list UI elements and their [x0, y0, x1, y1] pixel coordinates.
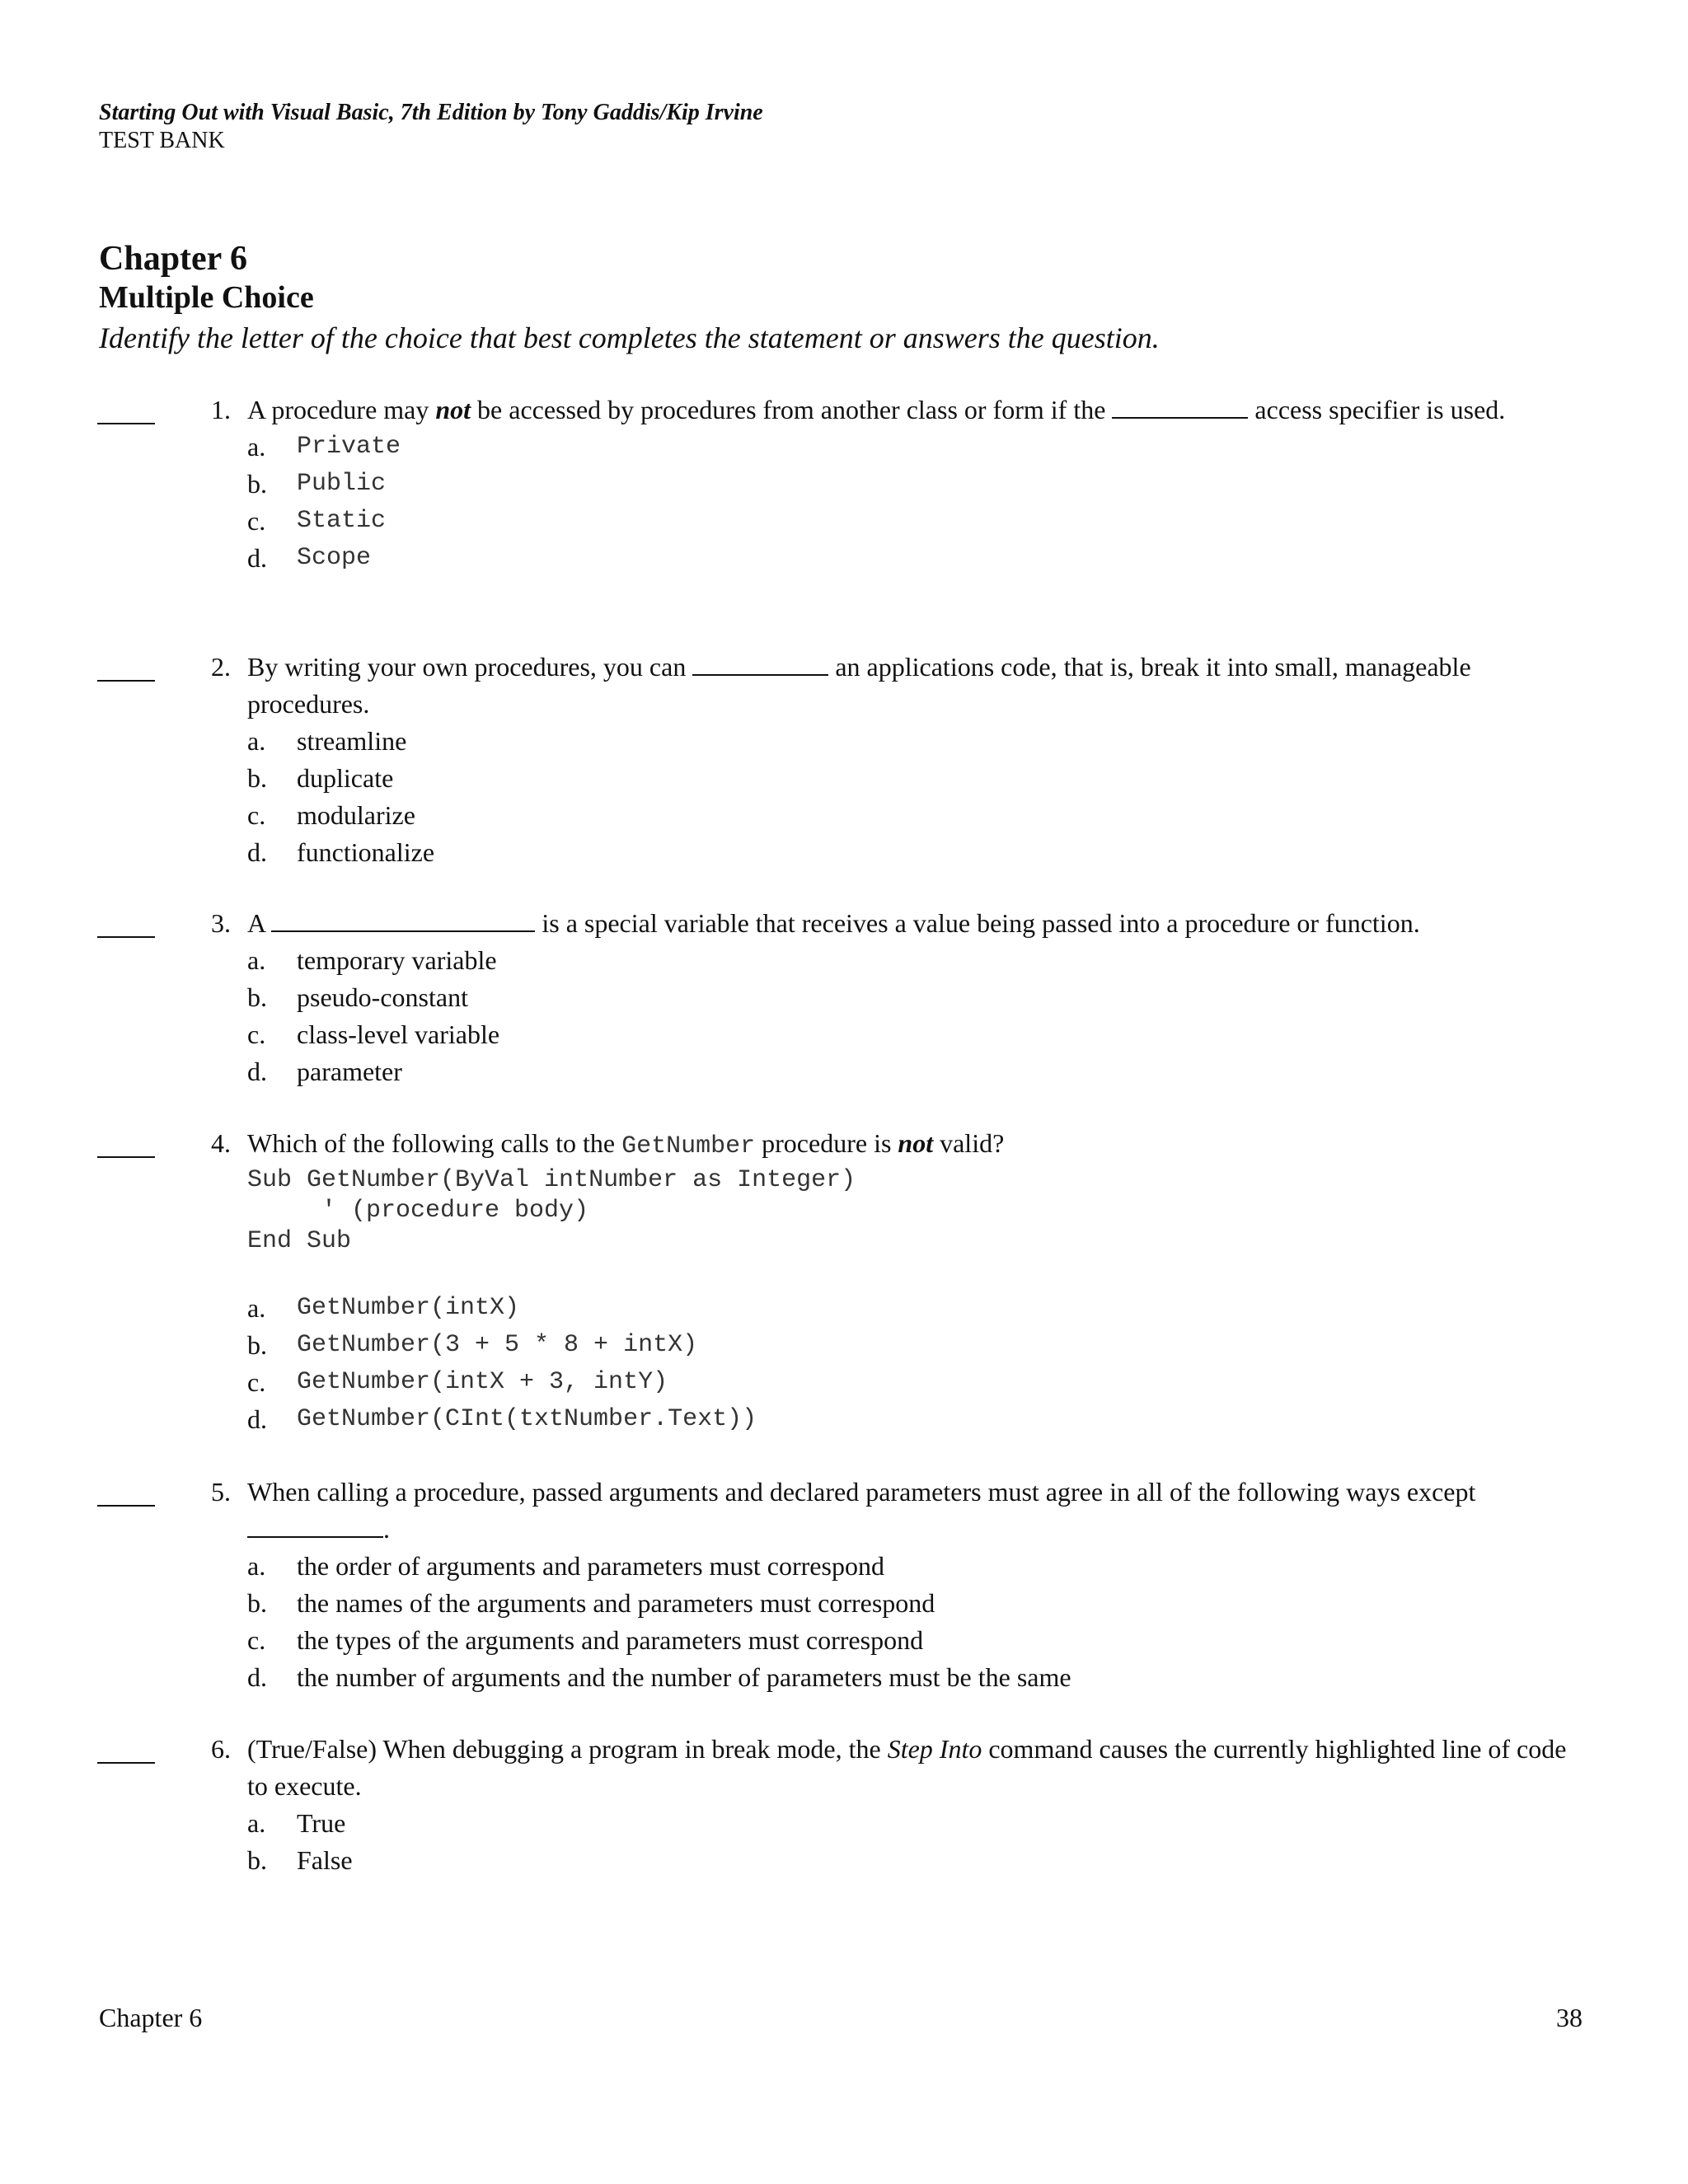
choice-letter: c. [247, 800, 266, 830]
choice-letter: b. [247, 1845, 267, 1875]
choice-text: the number of arguments and the number of parameters must be the same [297, 1662, 1071, 1692]
question-body [247, 1474, 1582, 1696]
choice-d[interactable] [247, 1053, 1582, 1090]
code-line: Sub GetNumber(ByVal intNumber as Integer) [247, 1166, 856, 1194]
choice-letter: b. [247, 1330, 267, 1360]
answer-blank-2[interactable] [97, 680, 155, 682]
choice-text: the names of the arguments and parameters must correspond [297, 1588, 935, 1618]
choice-a[interactable] [247, 1805, 1582, 1842]
choice-a[interactable] [247, 1290, 1582, 1327]
question-number: 3. [211, 908, 231, 938]
question-emphasis: not [898, 1128, 934, 1158]
choice-text: Public [297, 470, 387, 498]
choice-text: functionalize [297, 837, 435, 867]
footer-chapter-label: Chapter 6 [99, 2003, 203, 2032]
fill-in-blank [271, 906, 535, 932]
fill-in-blank [1112, 392, 1248, 419]
choice-letter: a. [247, 945, 266, 975]
code-line: End Sub [247, 1227, 352, 1255]
question-body [247, 905, 1582, 1090]
choice-a[interactable] [247, 723, 1582, 760]
choice-text: GetNumber(CInt(txtNumber.Text)) [297, 1405, 757, 1433]
document-header [99, 99, 763, 155]
choice-text: modularize [297, 800, 415, 830]
choice-list [247, 1548, 1582, 1696]
choice-letter: d. [247, 1662, 267, 1692]
choice-text: Scope [297, 544, 372, 572]
fill-in-blank [247, 1511, 383, 1538]
choice-list [247, 942, 1582, 1090]
choice-a[interactable] [247, 942, 1582, 979]
choice-letter: d. [247, 1404, 267, 1434]
question-text-part: valid? [933, 1128, 1005, 1158]
choice-letter: a. [247, 1808, 266, 1838]
choice-text: GetNumber(3 + 5 * 8 + intX) [297, 1331, 698, 1359]
question-text-part: Which of the following calls to the [247, 1128, 622, 1158]
question-text-part: an applications code, that is, break it into small, manageable procedures. [247, 652, 1471, 719]
answer-blank-4[interactable] [97, 1156, 155, 1158]
question-text-part: When calling a procedure, passed arguments and declared parameters must agree in all of the following ways except [247, 1477, 1476, 1507]
question-text [247, 905, 1582, 942]
question-body [247, 1731, 1582, 1879]
question-number: 1. [211, 395, 231, 424]
question-number: 4. [211, 1128, 231, 1158]
chapter-title: Chapter 6 [99, 240, 248, 278]
question-emphasis: Step Into [887, 1734, 982, 1764]
answer-blank-3[interactable] [97, 936, 155, 938]
choice-text: True [297, 1808, 346, 1838]
question-text [247, 649, 1582, 723]
answer-blank-5[interactable] [97, 1505, 155, 1507]
choice-c[interactable] [247, 797, 1582, 834]
code-line: ' (procedure body) [247, 1197, 589, 1225]
question-text-part: A procedure may [247, 395, 436, 424]
choice-letter: d. [247, 837, 267, 867]
choice-letter: d. [247, 1057, 267, 1086]
question-text-part: A [247, 908, 272, 938]
inline-code: GetNumber [621, 1132, 756, 1160]
choice-letter: a. [247, 726, 266, 756]
question-text [247, 1125, 1582, 1165]
choice-letter: b. [247, 469, 267, 499]
question-text-part: (True/False) When debugging a program in break mode, the [247, 1734, 888, 1764]
section-title: Multiple Choice [99, 280, 314, 315]
page-number: 38 [1556, 2003, 1582, 2032]
choice-d[interactable] [247, 540, 1582, 577]
choice-list [247, 429, 1582, 577]
answer-blank-1[interactable] [97, 423, 155, 424]
question-number: 5. [211, 1477, 231, 1507]
choice-text: class-level variable [297, 1019, 500, 1049]
choice-letter: b. [247, 1588, 267, 1618]
choice-letter: b. [247, 982, 267, 1012]
question-text-part: is a special variable that receives a value being passed into a procedure or function. [535, 908, 1420, 938]
fill-in-blank [692, 649, 828, 676]
question-body [247, 391, 1582, 577]
choice-a[interactable] [247, 1548, 1582, 1585]
instructions: Identify the letter of the choice that best completes the statement or answers the question. [99, 321, 1160, 354]
choice-c[interactable] [247, 1622, 1582, 1659]
choice-text: Private [297, 433, 401, 461]
choice-text: pseudo-constant [297, 982, 468, 1012]
choice-text: False [297, 1845, 353, 1875]
chapter-heading [99, 239, 1160, 358]
choice-b[interactable] [247, 466, 1582, 503]
answer-blank-6[interactable] [97, 1762, 155, 1764]
choice-letter: b. [247, 763, 267, 793]
choice-text: the types of the arguments and parameters must correspond [297, 1625, 924, 1655]
choice-letter: a. [247, 1293, 266, 1323]
question-body [247, 649, 1582, 871]
choice-d[interactable] [247, 1659, 1582, 1696]
choice-list [247, 1805, 1582, 1879]
question-number: 2. [211, 652, 231, 682]
choice-letter: c. [247, 506, 266, 536]
book-title: Starting Out with Visual Basic, 7th Edition by Tony Gaddis/Kip Irvine [99, 100, 763, 125]
question-text-part: procedure is [755, 1128, 898, 1158]
choice-letter: d. [247, 543, 267, 573]
choice-letter: a. [247, 1551, 266, 1581]
question-text-part: By writing your own procedures, you can [247, 652, 693, 682]
question-body [247, 1125, 1582, 1438]
question-number: 6. [211, 1734, 231, 1764]
choice-d[interactable] [247, 1401, 1582, 1438]
question-text [247, 391, 1582, 429]
choice-c[interactable] [247, 1016, 1582, 1053]
question-text-part: . [383, 1514, 390, 1544]
choice-text: duplicate [297, 763, 394, 793]
spacer [247, 1257, 1582, 1290]
choice-text: streamline [297, 726, 407, 756]
choice-text: the order of arguments and parameters must correspond [297, 1551, 884, 1581]
question-text-part: command causes the currently highlighted line of code to execute. [247, 1734, 1567, 1801]
choice-text: Static [297, 507, 387, 535]
choice-letter: c. [247, 1625, 266, 1655]
choice-letter: a. [247, 432, 266, 462]
choice-b[interactable] [247, 1585, 1582, 1622]
choice-b[interactable] [247, 1842, 1582, 1879]
question-text-part: access specifier is used. [1248, 395, 1506, 424]
choice-text: GetNumber(intX + 3, intY) [297, 1368, 668, 1396]
question-text [247, 1474, 1582, 1548]
choice-a[interactable] [247, 429, 1582, 466]
question-emphasis: not [435, 395, 471, 424]
choice-b[interactable] [247, 979, 1582, 1016]
choice-text: temporary variable [297, 945, 497, 975]
choice-letter: c. [247, 1019, 266, 1049]
test-bank-label: TEST BANK [99, 128, 225, 153]
choice-list [247, 723, 1582, 871]
choice-text: GetNumber(intX) [297, 1294, 520, 1322]
choice-d[interactable] [247, 834, 1582, 871]
choice-c[interactable] [247, 503, 1582, 540]
code-block [247, 1165, 1582, 1257]
question-text-part: be accessed by procedures from another class or form if the [471, 395, 1113, 424]
question-text [247, 1731, 1582, 1805]
choice-letter: c. [247, 1367, 266, 1397]
choice-list [247, 1290, 1582, 1438]
choice-text: parameter [297, 1057, 402, 1086]
choice-b[interactable] [247, 1327, 1582, 1364]
choice-c[interactable] [247, 1364, 1582, 1401]
choice-b[interactable] [247, 760, 1582, 797]
